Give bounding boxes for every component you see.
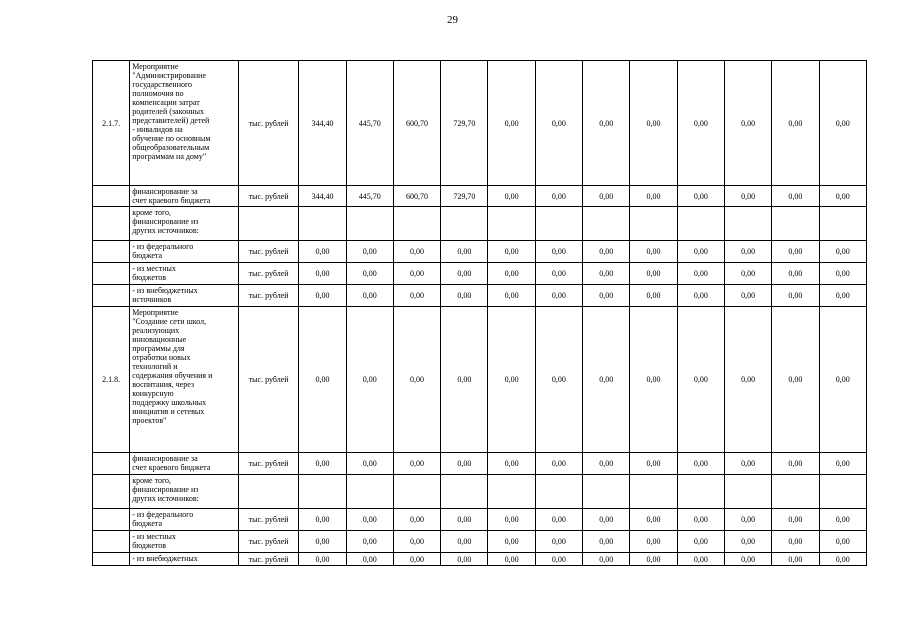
table-row xyxy=(93,186,867,207)
value-cell: 344,40 xyxy=(299,61,346,186)
value-cell: 0,00 xyxy=(535,186,582,207)
value-cell: 0,00 xyxy=(724,61,771,186)
value-cell: 0,00 xyxy=(583,453,630,475)
value-cell: 0,00 xyxy=(535,531,582,553)
value-cell: 0,00 xyxy=(772,307,819,453)
value-cell xyxy=(772,207,819,241)
table-row xyxy=(93,453,867,475)
value-cell xyxy=(819,207,866,241)
item-code-cell xyxy=(93,509,130,531)
value-cell: 0,00 xyxy=(724,241,771,263)
value-cell xyxy=(630,207,677,241)
item-description-cell: финансирование за счет краевого бюджета xyxy=(130,186,239,207)
value-cell xyxy=(677,207,724,241)
value-cell: 0,00 xyxy=(819,241,866,263)
value-cell: 0,00 xyxy=(819,553,866,566)
value-cell: 0,00 xyxy=(630,61,677,186)
value-cell: 0,00 xyxy=(488,509,535,531)
value-cell: 0,00 xyxy=(535,285,582,307)
value-cell: 0,00 xyxy=(677,186,724,207)
value-cell: 0,00 xyxy=(488,241,535,263)
value-cell: 729,70 xyxy=(441,186,488,207)
unit-cell xyxy=(238,475,298,509)
value-cell: 0,00 xyxy=(393,307,440,453)
value-cell: 0,00 xyxy=(441,263,488,285)
value-cell: 0,00 xyxy=(346,241,393,263)
item-description-cell: - из местных бюджетов xyxy=(130,263,239,285)
value-cell: 0,00 xyxy=(299,285,346,307)
item-code-cell xyxy=(93,531,130,553)
value-cell: 0,00 xyxy=(346,307,393,453)
value-cell: 0,00 xyxy=(772,553,819,566)
item-description-cell: - из местных бюджетов xyxy=(130,531,239,553)
value-cell: 0,00 xyxy=(393,263,440,285)
value-cell: 0,00 xyxy=(441,453,488,475)
unit-cell: тыс. рублей xyxy=(238,186,298,207)
value-cell: 0,00 xyxy=(346,509,393,531)
item-code-cell xyxy=(93,453,130,475)
unit-cell xyxy=(238,207,298,241)
item-code-cell xyxy=(93,263,130,285)
value-cell: 0,00 xyxy=(772,509,819,531)
value-cell: 0,00 xyxy=(535,509,582,531)
unit-cell: тыс. рублей xyxy=(238,285,298,307)
unit-cell: тыс. рублей xyxy=(238,531,298,553)
value-cell: 0,00 xyxy=(535,241,582,263)
value-cell: 600,70 xyxy=(393,61,440,186)
value-cell: 0,00 xyxy=(724,553,771,566)
value-cell: 0,00 xyxy=(677,241,724,263)
value-cell: 0,00 xyxy=(819,61,866,186)
value-cell: 0,00 xyxy=(346,453,393,475)
value-cell: 0,00 xyxy=(772,263,819,285)
value-cell: 0,00 xyxy=(819,453,866,475)
value-cell: 0,00 xyxy=(583,285,630,307)
value-cell: 0,00 xyxy=(724,285,771,307)
value-cell: 0,00 xyxy=(488,307,535,453)
value-cell: 0,00 xyxy=(441,241,488,263)
item-description-cell: Мероприятие "Администрирование государственного полномочия по компенсации затрат родителей (законных представителей) детей - инвалидов на обучение по основным общеобразовательным программам на дому" xyxy=(130,61,239,186)
value-cell: 0,00 xyxy=(819,186,866,207)
value-cell: 0,00 xyxy=(677,263,724,285)
value-cell: 0,00 xyxy=(346,531,393,553)
value-cell: 0,00 xyxy=(819,263,866,285)
value-cell: 0,00 xyxy=(346,553,393,566)
value-cell: 0,00 xyxy=(677,531,724,553)
value-cell: 0,00 xyxy=(819,307,866,453)
value-cell: 445,70 xyxy=(346,61,393,186)
value-cell: 0,00 xyxy=(393,241,440,263)
value-cell: 0,00 xyxy=(393,453,440,475)
value-cell: 0,00 xyxy=(535,307,582,453)
value-cell xyxy=(346,475,393,509)
value-cell: 0,00 xyxy=(535,453,582,475)
value-cell: 0,00 xyxy=(583,307,630,453)
item-description-cell: финансирование за счет краевого бюджета xyxy=(130,453,239,475)
value-cell xyxy=(535,207,582,241)
value-cell: 0,00 xyxy=(772,186,819,207)
value-cell: 0,00 xyxy=(630,509,677,531)
item-code-cell xyxy=(93,241,130,263)
value-cell: 0,00 xyxy=(393,553,440,566)
value-cell: 0,00 xyxy=(393,531,440,553)
value-cell: 0,00 xyxy=(488,263,535,285)
value-cell: 0,00 xyxy=(630,307,677,453)
value-cell: 0,00 xyxy=(583,509,630,531)
value-cell: 0,00 xyxy=(630,186,677,207)
item-code-cell xyxy=(93,285,130,307)
value-cell: 0,00 xyxy=(299,241,346,263)
value-cell: 0,00 xyxy=(724,509,771,531)
value-cell: 0,00 xyxy=(535,553,582,566)
value-cell: 0,00 xyxy=(772,453,819,475)
value-cell: 0,00 xyxy=(677,285,724,307)
value-cell: 0,00 xyxy=(819,509,866,531)
item-description-cell: Мероприятие "Создание сети школ, реализующих инновационные программы для отработки новых технологий и содержания обучения и воспитания, через конкурсную поддержку школьных инициатив и сетевых проектов" xyxy=(130,307,239,453)
value-cell: 445,70 xyxy=(346,186,393,207)
item-code-cell xyxy=(93,186,130,207)
value-cell: 0,00 xyxy=(441,285,488,307)
item-code-cell xyxy=(93,475,130,509)
value-cell xyxy=(724,207,771,241)
value-cell: 0,00 xyxy=(772,285,819,307)
value-cell: 0,00 xyxy=(583,553,630,566)
value-cell: 0,00 xyxy=(630,263,677,285)
value-cell: 0,00 xyxy=(724,263,771,285)
value-cell: 0,00 xyxy=(535,61,582,186)
table-row xyxy=(93,207,867,241)
value-cell: 0,00 xyxy=(535,263,582,285)
value-cell: 0,00 xyxy=(724,307,771,453)
value-cell: 0,00 xyxy=(346,263,393,285)
value-cell: 0,00 xyxy=(772,531,819,553)
value-cell: 0,00 xyxy=(630,241,677,263)
item-description-cell: - из федерального бюджета xyxy=(130,241,239,263)
value-cell: 0,00 xyxy=(772,61,819,186)
value-cell: 600,70 xyxy=(393,186,440,207)
value-cell xyxy=(535,475,582,509)
value-cell: 0,00 xyxy=(393,509,440,531)
value-cell xyxy=(441,207,488,241)
value-cell: 0,00 xyxy=(488,553,535,566)
value-cell: 0,00 xyxy=(488,61,535,186)
value-cell xyxy=(583,207,630,241)
item-description-cell: - из федерального бюджета xyxy=(130,509,239,531)
item-code-cell: 2.1.8. xyxy=(93,307,130,453)
item-code-cell: 2.1.7. xyxy=(93,61,130,186)
value-cell: 729,70 xyxy=(441,61,488,186)
value-cell xyxy=(299,475,346,509)
value-cell: 0,00 xyxy=(724,531,771,553)
budget-table xyxy=(92,60,867,566)
value-cell: 0,00 xyxy=(677,307,724,453)
value-cell: 0,00 xyxy=(488,531,535,553)
value-cell xyxy=(393,475,440,509)
unit-cell: тыс. рублей xyxy=(238,453,298,475)
value-cell: 0,00 xyxy=(583,61,630,186)
table-row xyxy=(93,61,867,186)
value-cell xyxy=(441,475,488,509)
value-cell: 0,00 xyxy=(441,307,488,453)
table-row xyxy=(93,509,867,531)
value-cell: 344,40 xyxy=(299,186,346,207)
value-cell: 0,00 xyxy=(819,285,866,307)
value-cell: 0,00 xyxy=(630,453,677,475)
value-cell: 0,00 xyxy=(677,453,724,475)
value-cell: 0,00 xyxy=(583,241,630,263)
unit-cell: тыс. рублей xyxy=(238,509,298,531)
value-cell: 0,00 xyxy=(583,186,630,207)
value-cell: 0,00 xyxy=(393,285,440,307)
value-cell xyxy=(583,475,630,509)
table-row xyxy=(93,307,867,453)
value-cell: 0,00 xyxy=(299,263,346,285)
value-cell: 0,00 xyxy=(299,553,346,566)
value-cell: 0,00 xyxy=(299,509,346,531)
value-cell: 0,00 xyxy=(677,509,724,531)
value-cell xyxy=(677,475,724,509)
value-cell xyxy=(630,475,677,509)
value-cell: 0,00 xyxy=(488,285,535,307)
unit-cell: тыс. рублей xyxy=(238,307,298,453)
item-description-cell: - из внебюджетных xyxy=(130,553,239,566)
value-cell: 0,00 xyxy=(819,531,866,553)
unit-cell: тыс. рублей xyxy=(238,263,298,285)
value-cell xyxy=(724,475,771,509)
value-cell xyxy=(488,475,535,509)
value-cell: 0,00 xyxy=(299,531,346,553)
table-row xyxy=(93,475,867,509)
value-cell xyxy=(488,207,535,241)
unit-cell: тыс. рублей xyxy=(238,61,298,186)
value-cell xyxy=(299,207,346,241)
value-cell: 0,00 xyxy=(488,186,535,207)
value-cell xyxy=(346,207,393,241)
value-cell: 0,00 xyxy=(299,307,346,453)
unit-cell: тыс. рублей xyxy=(238,553,298,566)
value-cell: 0,00 xyxy=(346,285,393,307)
value-cell: 0,00 xyxy=(441,509,488,531)
table-row xyxy=(93,553,867,566)
table-row xyxy=(93,285,867,307)
table-row xyxy=(93,531,867,553)
table-row xyxy=(93,263,867,285)
value-cell: 0,00 xyxy=(488,453,535,475)
item-description-cell: кроме того, финансирование из других источников: xyxy=(130,207,239,241)
item-description-cell: кроме того, финансирование из других источников: xyxy=(130,475,239,509)
value-cell: 0,00 xyxy=(630,553,677,566)
value-cell: 0,00 xyxy=(583,531,630,553)
value-cell xyxy=(772,475,819,509)
value-cell: 0,00 xyxy=(724,453,771,475)
value-cell: 0,00 xyxy=(441,531,488,553)
value-cell: 0,00 xyxy=(583,263,630,285)
item-code-cell xyxy=(93,553,130,566)
budget-table-body xyxy=(93,61,867,566)
item-code-cell xyxy=(93,207,130,241)
value-cell: 0,00 xyxy=(677,553,724,566)
value-cell xyxy=(819,475,866,509)
value-cell: 0,00 xyxy=(630,531,677,553)
value-cell xyxy=(393,207,440,241)
value-cell: 0,00 xyxy=(630,285,677,307)
value-cell: 0,00 xyxy=(677,61,724,186)
unit-cell: тыс. рублей xyxy=(238,241,298,263)
page-number: 29 xyxy=(447,14,458,26)
value-cell: 0,00 xyxy=(772,241,819,263)
value-cell: 0,00 xyxy=(724,186,771,207)
value-cell: 0,00 xyxy=(441,553,488,566)
table-row xyxy=(93,241,867,263)
value-cell: 0,00 xyxy=(299,453,346,475)
item-description-cell: - из внебюджетных источников xyxy=(130,285,239,307)
